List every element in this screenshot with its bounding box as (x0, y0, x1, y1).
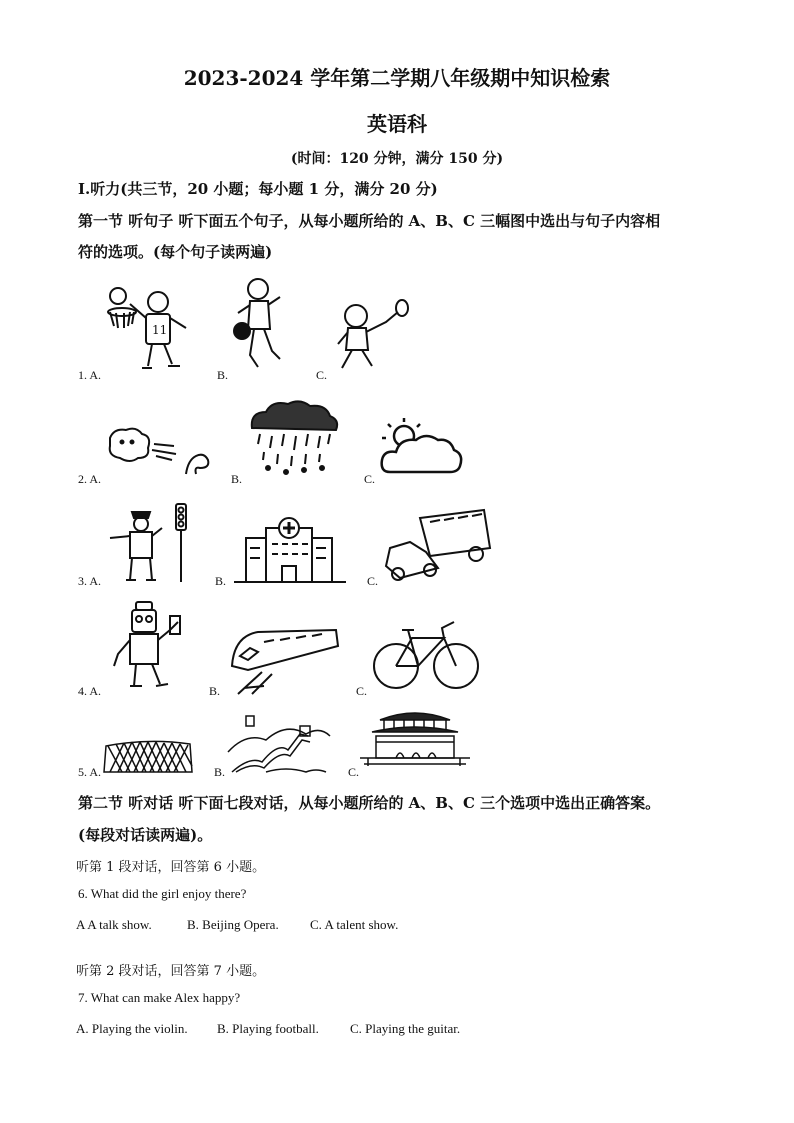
windy-icon (104, 424, 212, 476)
q5-label-b: B. (214, 765, 226, 779)
q3-label-c: C. (367, 574, 379, 588)
q2-label-c: C. (364, 472, 376, 486)
q6-option-c: C. A talent show. (310, 917, 399, 932)
q2-label-a: 2. A. (78, 472, 102, 486)
q7-option-a: A. Playing the violin. (76, 1021, 188, 1036)
sun-cloud-icon (376, 414, 466, 482)
question-7: 7. What can make Alex happy? (78, 990, 241, 1005)
q1-label-c: C. (316, 368, 328, 382)
q7-option-b: B. Playing football. (217, 1021, 319, 1036)
tiananmen-icon (360, 706, 470, 768)
robot-icon (108, 600, 184, 692)
subject-title: 英语科 (367, 112, 427, 136)
q5-label-a: 5. A. (78, 765, 102, 779)
q6-option-b: B. Beijing Opera. (187, 917, 279, 932)
train-icon (228, 626, 340, 696)
q1-label-b: B. (217, 368, 229, 382)
q4-label-b: B. (209, 684, 221, 698)
part2-instruction-line1: 第二节 听对话 听下面七段对话，从每小题所给的 A、B、C 三个选项中选出正确答案。 (78, 794, 661, 812)
q5-label-c: C. (348, 765, 360, 779)
svg-text:11: 11 (152, 323, 168, 337)
time-note: (时间：120 分钟，满分 150 分) (290, 151, 504, 167)
soccer-player-icon (228, 275, 288, 375)
q2-label-b: B. (231, 472, 243, 486)
question-6: 6. What did the girl enjoy there? (78, 886, 247, 901)
car-accident-icon (380, 508, 494, 582)
basketball-player-icon (102, 282, 198, 378)
birds-nest-stadium-icon (102, 736, 194, 776)
q3-label-b: B. (215, 574, 227, 588)
q4-label-c: C. (356, 684, 368, 698)
tennis-player-icon (334, 298, 418, 374)
exam-title: 2023-2024 学年第二学期八年级期中知识检索 (183, 66, 611, 90)
section-heading: Ⅰ.听力(共三节，20 小题；每小题 1 分，满分 20 分) (78, 180, 438, 198)
rainy-cloud-icon (246, 398, 342, 478)
q7-option-c: C. Playing the guitar. (350, 1021, 461, 1036)
great-wall-icon (226, 712, 332, 778)
dialogue2-intro: 听第 2 段对话，回答第 7 小题。 (76, 964, 266, 979)
bicycle-icon (372, 616, 480, 690)
part2-instruction-line2: (每段对话读两遍)。 (78, 826, 213, 844)
dialogue1-intro: 听第 1 段对话，回答第 6 小题。 (76, 860, 266, 875)
hospital-icon (234, 516, 346, 584)
q4-label-a: 4. A. (78, 684, 102, 698)
part1-instruction-line1: 第一节 听句子 听下面五个句子，从每小题所给的 A、B、C 三幅图中选出与句子内容相 (78, 212, 661, 230)
part1-instruction-line2: 符的选项。(每个句子读两遍) (78, 243, 273, 261)
traffic-police-icon (104, 502, 194, 588)
q1-label-a: 1. A. (78, 368, 102, 382)
q6-option-a: A A talk show. (76, 917, 152, 932)
q3-label-a: 3. A. (78, 574, 102, 588)
